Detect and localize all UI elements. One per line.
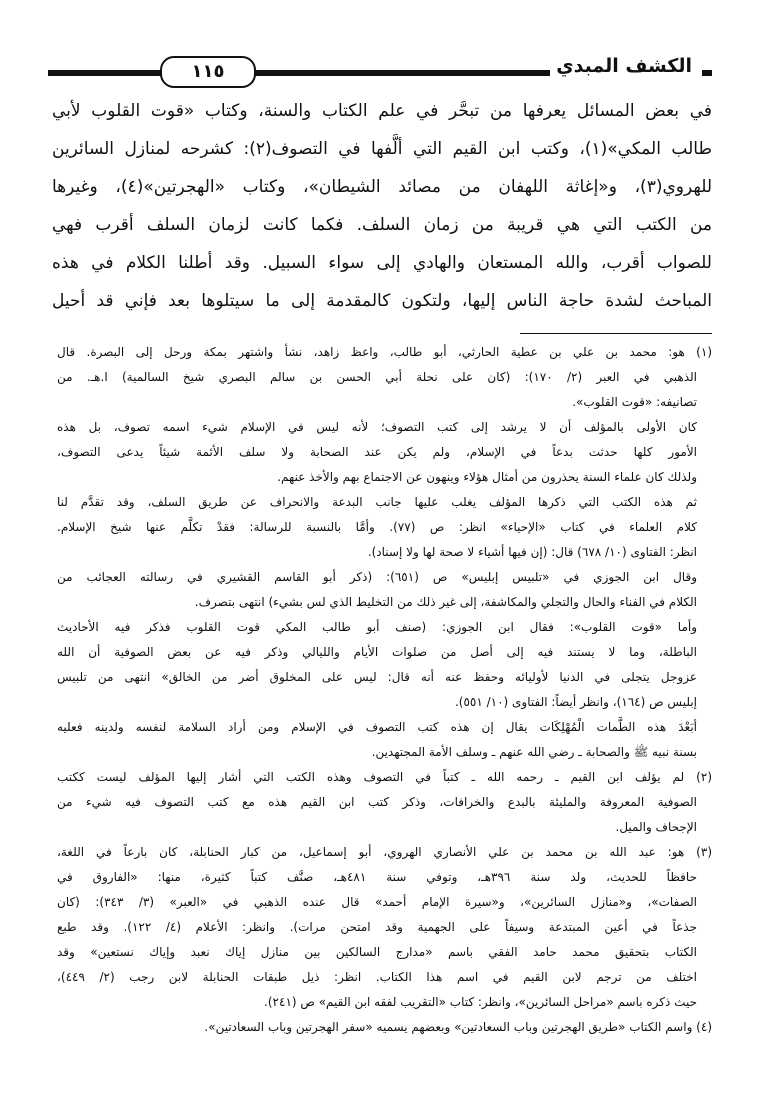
body-line: للصواب أقرب، والله المستعان والهادي إلى سواء السبيل. وقد أطلنا الكلام في هذه xyxy=(52,253,712,273)
footnote-line: وأما «قوت القلوب»: فقال ابن الجوزي: (صنف أبو طالب المكي قوت القلوب فذكر فيه الأحاديث xyxy=(57,620,697,634)
body-line: المباحث لشدة حاجة الناس إليها، ولتكون كالمقدمة إلى ما سيتلوها بعد فإني قد أحيل xyxy=(52,291,712,311)
body-text xyxy=(52,92,712,320)
page-number: ١١٥ xyxy=(160,56,256,88)
footnote-line: الذهبي في العبر (٢/ ١٧٠): (كان على نحلة أبي الحسن بن سالم البصري شيخ السالمية) ا.هـ. من xyxy=(57,370,698,384)
footnote-start-line: (٢) لم يؤلف ابن القيم ـ رحمه الله ـ كتباً في التصوف وهذه الكتب التي أشار إليها المؤلف ليست ككتب xyxy=(57,770,712,784)
footnote-line: عزوجل يتجلى في الدنيا لأوليائه وحفظ عنه أنه قال: ليس على المخلوق أضر من الخالق» انتهى من تلبيس xyxy=(57,670,697,684)
footnote-line: اختلف من ترجم لابن القيم في اسم هذا الكتاب. انظر: ذيل طبقات الحنابلة لابن رجب (٢/ ٤٤٩)، xyxy=(57,970,697,984)
footnote-line: انظر: الفتاوى (١٠/ ٦٧٨) قال: (إن فيها أشياء لا صحة لها ولا إسناد). xyxy=(367,545,697,559)
footnote-line: أبَعْدَ هذه الطَّمات الْمُهْلِكَات يقال إن هذه كتب التصوف في الإسلام ومن أراد السلامة لنفسه ولدينه فعليه xyxy=(57,720,697,734)
footnote-line: حيث ذكره باسم «مراحل السائرين»، وانظر: كتاب «التقريب لفقه ابن القيم» ص (٢٤١). xyxy=(264,995,697,1009)
footnote-line: الكلام في الفناء والحال والتجلي والمكاشفة، إلى غير ذلك من التخليط الذي لس بشيء) انتهى بتصرف. xyxy=(194,595,697,609)
footnote-line: الباطلة، وما لا يستند فيه إلى أصل من صلوات الأيام والليالي وذكر فيه عن بعض الصوفية أن الله xyxy=(57,645,697,659)
footnote-line: وقال ابن الجوزي في «تلبيس إبليس» ص (٦٥١): (ذكر أبو القاسم القشيري في رسالته العجائب من xyxy=(57,570,697,584)
footnotes xyxy=(57,340,712,1040)
body-line: للهروي(٣)، و«إغاثة اللهفان من مصائد الشيطان»، وكتاب «الهجرتين»(٤)، وغيرها xyxy=(52,177,712,197)
footnote-line: ولذلك كان علماء السنة يحذرون من أمثال هؤلاء وينهون عن الاجتماع بهم والأخذ عنهم. xyxy=(277,470,697,484)
footnote-line: كان الأولى بالمؤلف أن لا يرشد إلى كتب التصوف؛ لأنه ليس في الإسلام شيء اسمه تصوف، بل هذه xyxy=(57,420,697,434)
footnote-line: الإجحاف والميل. xyxy=(615,820,697,834)
body-line: في بعض المسائل يعرفها من تبحَّر في علم الكتاب والسنة، وكتاب «قوت القلوب لأبي xyxy=(52,101,712,121)
header-rule xyxy=(48,70,612,76)
body-line: طالب المكي»(١)، وكتب ابن القيم التي ألَّفها في التصوف(٢): كشرحه لمنازل السائرين xyxy=(52,139,712,159)
footnote-start-line: (١) هو: محمد بن علي بن عطية الحارثي، أبو طالب، واعظ زاهد، نشأ واشتهر بمكة ورحل إلى البصرة. قال xyxy=(57,345,712,359)
footnote-line: ثم هذه الكتب التي ذكرها المؤلف يغلب عليها جانب البدعة والانحراف عن طريق السلف، وقد تقدَّم لنا xyxy=(57,495,697,509)
footnote-separator xyxy=(520,333,712,334)
footnote-line: بسنة نبيه ﷺ والصحابة ـ رضي الله عنهم ـ وسلف الأمة المجتهدين. xyxy=(371,745,697,759)
footnote-line: كلام العلماء في كتاب «الإحياء» انظر: ص (٧٧). وأمَّا بالنسبة للرسالة: فقدْ تكلَّم عنها شيخ الإسلام. xyxy=(57,520,697,534)
header-rule-end xyxy=(702,70,712,76)
footnote-line: تصانيفه: «قوت القلوب». xyxy=(572,395,697,409)
footnote-line: الأمور كلها حدثت بدعاً في الإسلام، ولم يكن عند الصحابة ولا سلف الأئمة شيئاً يدعى التصوف، xyxy=(57,445,697,459)
footnote-start-line: (٣) هو: عبد الله بن محمد بن علي الأنصاري الهروي، أبو إسماعيل، من كبار الحنابلة، كان بارعاً في اللغة، xyxy=(57,845,712,859)
footnote-line: الكتاب بتحقيق محمد حامد الفقي باسم «مدارج السالكين بين منازل إياك نعبد وإياك نستعين» وقد xyxy=(57,945,697,959)
body-line: من الكتب التي هي قريبة من زمان السلف. فكما كانت لزمان السلف أقرب فهي xyxy=(52,215,712,235)
footnote-line: الصوفية المعروفة والمليئة بالبدع والخرافات، وذكر كتب ابن القيم هذه مع كتب التصوف فيه شيء من xyxy=(57,795,697,809)
footnote-start-line: (٤) واسم الكتاب «طريق الهجرتين وباب السعادتين» وبعضهم يسميه «سفر الهجرتين وباب السعادتين». xyxy=(204,1020,712,1034)
footnote-line: حافظاً للحديث، ولد سنة ٣٩٦هـ، وتوفي سنة ٤٨١هـ، صنَّف كتباً كثيرة، منها: «الفاروق في xyxy=(57,870,697,884)
footnote-line: جذعاً في أعين المبتدعة وسيفاً على الجهمية وقد امتحن مرات). وانظر: الأعلام (٤/ ١٢٢). وقد طبع xyxy=(57,920,697,934)
footnote-line: الصفات»، و«منازل السائرين»، و«سيرة الإمام أحمد» قال عنده الذهبي في «العبر» (٣/ ٣٤٣): (كان xyxy=(57,895,698,909)
running-header xyxy=(48,52,712,92)
book-title: الكشف المبدي xyxy=(550,55,698,77)
footnote-line: إبليس ص (١٦٤)، وانظر أيضاً: الفتاوى (١٠/ ٥٥١). xyxy=(454,695,697,709)
